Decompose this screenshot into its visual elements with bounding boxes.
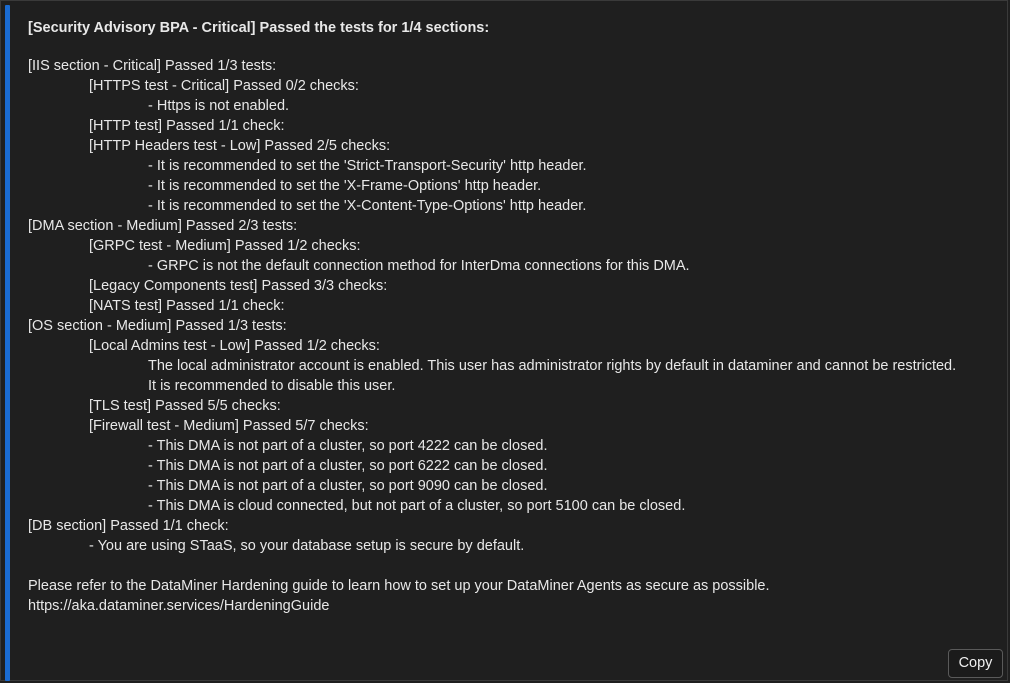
- advisory-line: [IIS section - Critical] Passed 1/3 tests:: [28, 58, 277, 74]
- advisory-line: https://aka.dataminer.services/HardeningGuide: [28, 598, 330, 614]
- advisory-line: - This DMA is cloud connected, but not part of a cluster, so port 5100 can be closed.: [148, 498, 686, 514]
- advisory-line: [HTTPS test - Critical] Passed 0/2 checks:: [89, 78, 359, 94]
- advisory-line: [HTTP Headers test - Low] Passed 2/5 checks:: [89, 138, 391, 154]
- advisory-line: - GRPC is not the default connection method for InterDma connections for this DMA.: [148, 258, 690, 274]
- advisory-line: It is recommended to disable this user.: [148, 378, 396, 394]
- advisory-line: - Https is not enabled.: [148, 98, 290, 114]
- advisory-line: [HTTP test] Passed 1/1 check:: [89, 118, 285, 134]
- advisory-line: [GRPC test - Medium] Passed 1/2 checks:: [89, 238, 361, 254]
- accent-bar: [5, 5, 10, 681]
- blank-line: [28, 556, 1003, 576]
- advisory-line: [Firewall test - Medium] Passed 5/7 checks:: [89, 418, 369, 434]
- advisory-line: Please refer to the DataMiner Hardening guide to learn how to set up your DataMiner Agents as secure as possible.: [28, 578, 770, 594]
- advisory-line: [DB section] Passed 1/1 check:: [28, 518, 229, 534]
- advisory-line: [Local Admins test - Low] Passed 1/2 checks:: [89, 338, 380, 354]
- advisory-line: [Legacy Components test] Passed 3/3 checks:: [89, 278, 388, 294]
- advisory-lines: [28, 56, 1003, 616]
- advisory-content: [28, 16, 1003, 616]
- advisory-line: - It is recommended to set the 'X-Content-Type-Options' http header.: [148, 198, 587, 214]
- advisory-line: - It is recommended to set the 'Strict-Transport-Security' http header.: [148, 158, 587, 174]
- advisory-line: - You are using STaaS, so your database setup is secure by default.: [89, 538, 525, 554]
- advisory-line: [NATS test] Passed 1/1 check:: [89, 298, 285, 314]
- advisory-line: - It is recommended to set the 'X-Frame-Options' http header.: [148, 178, 542, 194]
- copy-button[interactable]: Copy: [948, 649, 1003, 678]
- advisory-line: The local administrator account is enabled. This user has administrator rights by default in dataminer and cannot be restricted.: [148, 358, 957, 374]
- advisory-line: - This DMA is not part of a cluster, so port 4222 can be closed.: [148, 438, 548, 454]
- advisory-title: [Security Advisory BPA - Critical] Passed the tests for 1/4 sections:: [28, 20, 490, 36]
- advisory-line: [TLS test] Passed 5/5 checks:: [89, 398, 281, 414]
- advisory-line: [DMA section - Medium] Passed 2/3 tests:: [28, 218, 298, 234]
- advisory-line: - This DMA is not part of a cluster, so port 9090 can be closed.: [148, 478, 548, 494]
- advisory-line: [OS section - Medium] Passed 1/3 tests:: [28, 318, 287, 334]
- advisory-line: - This DMA is not part of a cluster, so port 6222 can be closed.: [148, 458, 548, 474]
